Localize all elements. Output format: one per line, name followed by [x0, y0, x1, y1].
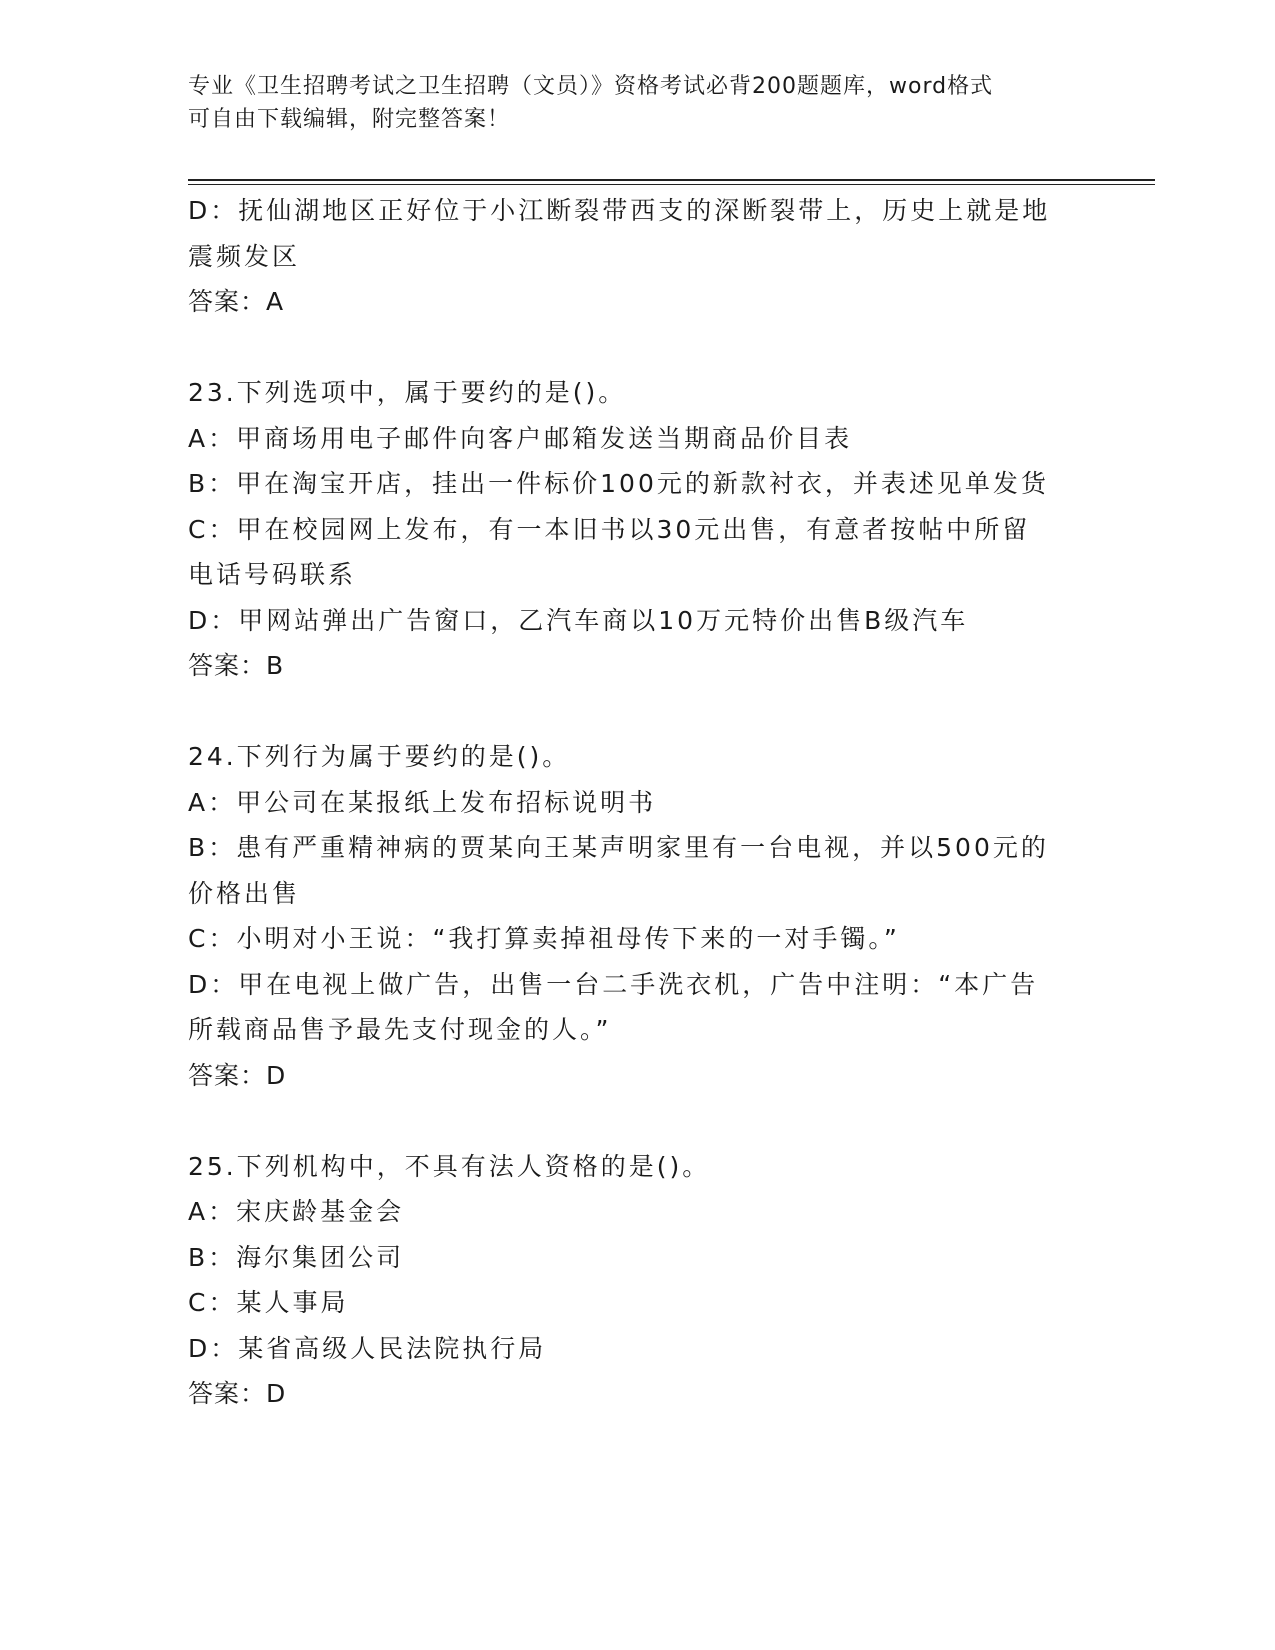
header-title-line-2: 可自由下载编辑，附完整答案！ [188, 107, 511, 132]
question-stem: 25.下列机构中，不具有法人资格的是()。 [188, 1151, 711, 1181]
option-b: B：患有严重精神病的贾某向王某声明家里有一台电视，并以500元的 [188, 833, 1049, 862]
option-c: C：甲在校园网上发布，有一本旧书以30元出售，有意者按帖中所留 [188, 514, 1031, 544]
spacer [188, 325, 1088, 371]
option-d: D：某省高级人民法院执行局 [188, 1333, 547, 1363]
answer: 答案：B [188, 651, 285, 680]
question-23 [188, 370, 1088, 689]
option-a: A：甲商场用电子邮件向客户邮箱发送当期商品价目表 [188, 423, 853, 453]
question-22-tail [188, 188, 1088, 325]
option-d: D：抚仙湖地区正好位于小江断裂带西支的深断裂带上，历史上就是地 [188, 196, 1051, 225]
spacer [188, 1098, 1088, 1144]
question-24 [188, 734, 1088, 1098]
option-c-continued: 电话号码联系 [188, 560, 357, 589]
option-c: C：某人事局 [188, 1288, 349, 1317]
option-c: C：小明对小王说：“我打算卖掉祖母传下来的一对手镯。” [188, 924, 900, 953]
header-divider-thick [188, 179, 1155, 181]
option-b: B：甲在淘宝开店，挂出一件标价100元的新款衬衣，并表述见单发货 [188, 469, 1049, 498]
option-d: D：甲网站弹出广告窗口，乙汽车商以10万元特价出售B级汽车 [188, 605, 969, 635]
option-a: A：宋庆龄基金会 [188, 1197, 405, 1226]
option-b: B：海尔集团公司 [188, 1242, 405, 1272]
option-b-continued: 价格出售 [188, 878, 301, 908]
option-a: A：甲公司在某报纸上发布招标说明书 [188, 787, 657, 817]
question-25 [188, 1144, 1088, 1417]
question-list [188, 188, 1088, 1417]
answer: 答案：D [188, 1379, 287, 1408]
answer: 答案：A [188, 287, 285, 316]
header-divider-thin [188, 184, 1155, 185]
header-title-line-1: 专业《卫生招聘考试之卫生招聘（文员）》资格考试必背200题题库，word格式 [188, 74, 994, 99]
spacer [188, 689, 1088, 735]
option-d-continued: 所载商品售予最先支付现金的人。” [188, 1015, 612, 1044]
option-d: D：甲在电视上做广告，出售一台二手洗衣机，广告中注明：“本广告 [188, 969, 1039, 999]
question-stem: 24.下列行为属于要约的是()。 [188, 742, 571, 771]
option-d-continued: 震频发区 [188, 241, 301, 271]
page-header [188, 70, 1068, 136]
answer: 答案：D [188, 1060, 287, 1090]
question-stem: 23.下列选项中，属于要约的是()。 [188, 378, 627, 407]
